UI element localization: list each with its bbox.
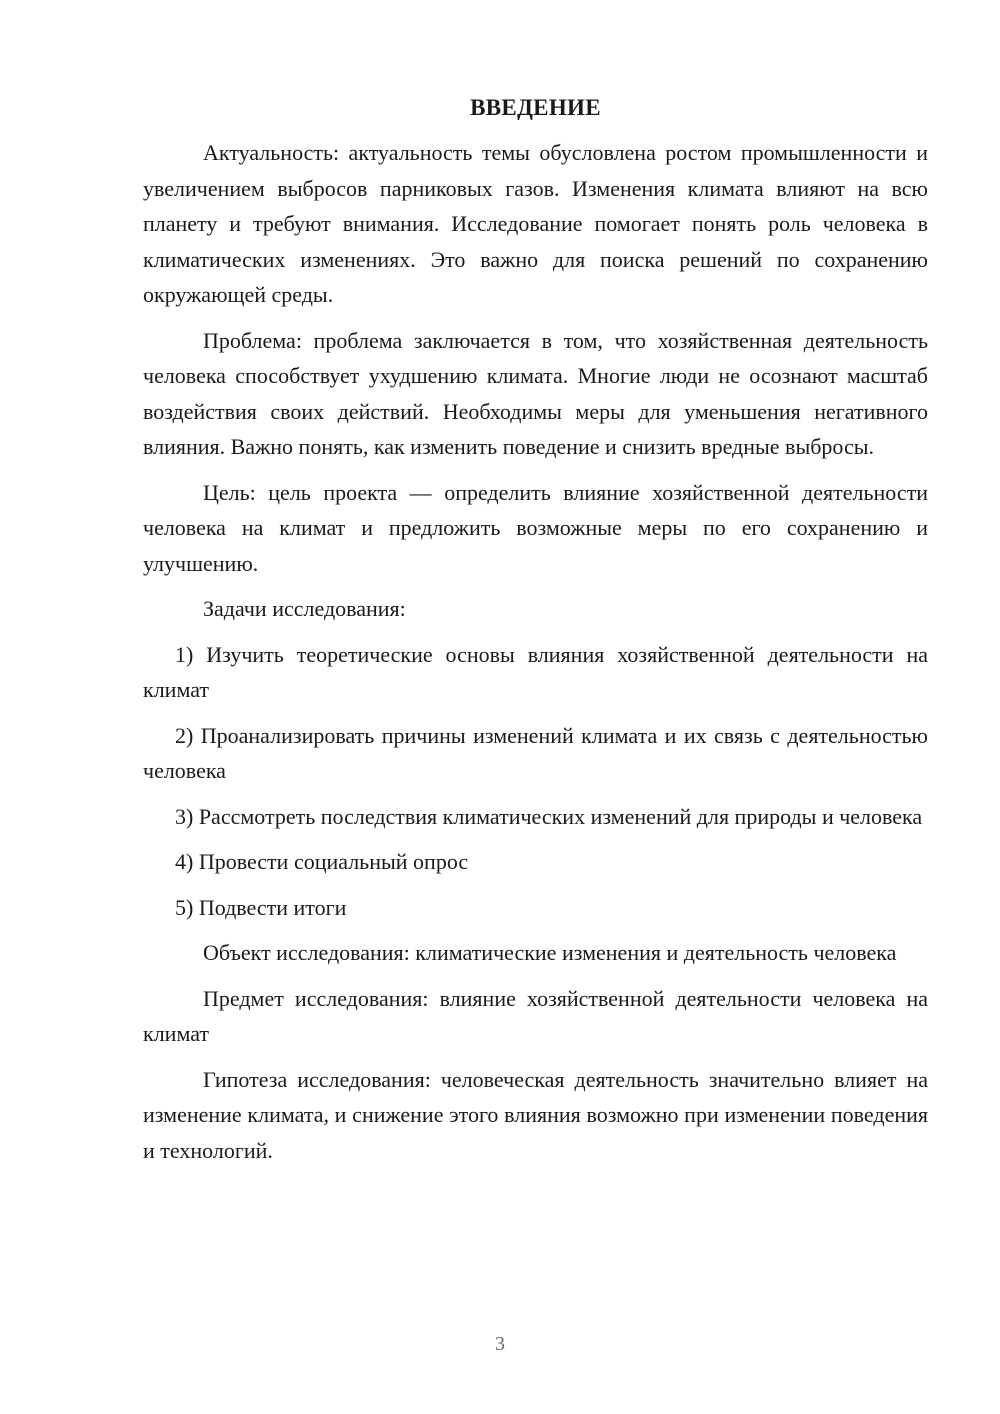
hypothesis-paragraph: Гипотеза исследования: человеческая деятельность значительно влияет на изменение климата, и снижение этого влияния возможно при изменении поведения и технологий.: [143, 1066, 928, 1163]
problem-paragraph: Проблема: проблема заключается в том, что хозяйственная деятельность человека способствует ухудшению климата. Многие люди не осознают масштаб воздействия своих действий. Необходимы меры для уменьшения негативного влияния. Важно понять, как изменить поведение и снизить вредные выбросы.: [143, 327, 928, 459]
section-heading: ВВЕДЕНИЕ: [470, 95, 601, 120]
task-item: 2) Проанализировать причины изменений климата и их связь с деятельностью человека: [143, 722, 928, 783]
document-page: [143, 90, 928, 1178]
task-item: 1) Изучить теоретические основы влияния хозяйственной деятельности на климат: [143, 641, 928, 702]
task-item: 5) Подвести итоги: [175, 894, 347, 920]
goal-paragraph: Цель: цель проекта — определить влияние хозяйственной деятельности человека на климат и предложить возможные меры по его сохранению и улучшению.: [143, 479, 928, 576]
task-item: 3) Рассмотреть последствия климатических изменений для природы и человека: [175, 803, 923, 829]
task-item: 4) Провести социальный опрос: [175, 849, 469, 874]
page-number: 3: [495, 1333, 505, 1355]
relevance-paragraph: Актуальность: актуальность темы обусловлена ростом промышленности и увеличением выбросов парниковых газов. Изменения климата влияют на всю планету и требуют внимания. Исследование помогает понять роль человека в климатических изменениях. Это важно для поиска решений по сохранению окружающей среды.: [143, 140, 928, 307]
tasks-title: Задачи исследования:: [203, 596, 406, 621]
object-paragraph: Объект исследования: климатические изменения и деятельность человека: [203, 940, 897, 965]
subject-paragraph: Предмет исследования: влияние хозяйственной деятельности человека на климат: [143, 985, 928, 1046]
